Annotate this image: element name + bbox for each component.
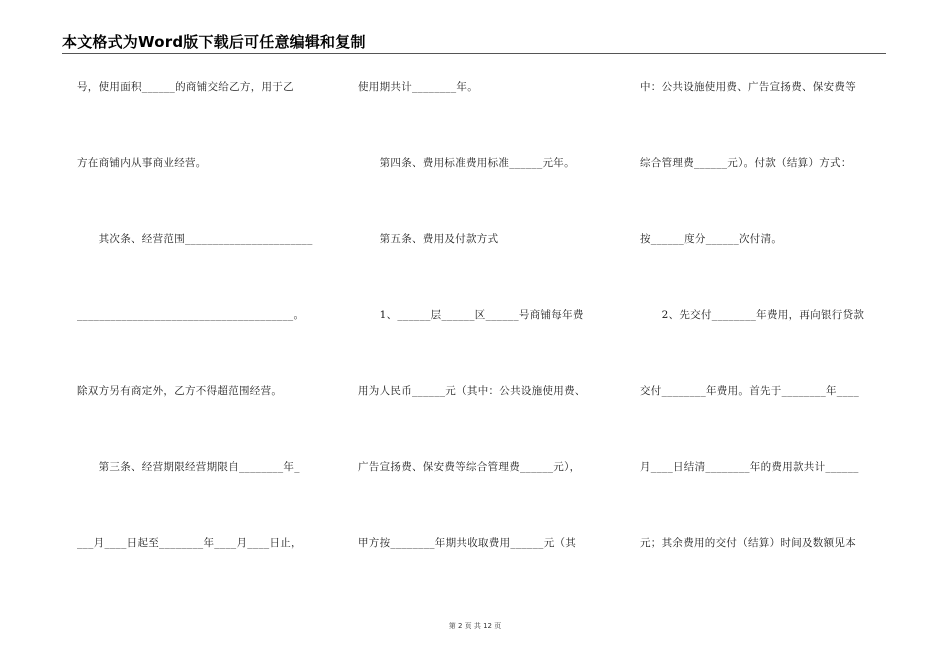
text-column-3 — [640, 78, 888, 610]
text-line: 1、______层______区______号商铺每年费 — [358, 309, 584, 321]
text-line: 其次条、经营范围_______________________ — [77, 233, 313, 245]
text-line: 2、先交付________年费用，再向银行贷款 — [640, 309, 865, 321]
text-line: 中：公共设施使用费、广告宣扬费、保安费等 — [640, 81, 856, 93]
text-line: 号，使用面积______的商铺交给乙方，用于乙 — [77, 81, 294, 93]
text-column-2 — [358, 78, 606, 610]
header-divider — [62, 53, 886, 54]
page-number-footer: 第 2 页 共 12 页 — [448, 622, 502, 630]
text-line: 第三条、经营期限经营期限自________年_ — [77, 461, 300, 473]
page-header-title: 本文格式为Word版下载后可任意编辑和复制 — [62, 33, 366, 51]
text-line: 使用期共计________年。 — [358, 81, 478, 93]
text-line: 第五条、费用及付款方式 — [358, 233, 499, 245]
text-line: 方在商铺内从事商业经营。 — [77, 157, 207, 169]
text-column-1 — [77, 78, 325, 610]
text-line: 第四条、费用标准费用标准______元年。 — [358, 157, 575, 169]
text-line: 按______度分______次付清。 — [640, 233, 783, 245]
text-line: 元；其余费用的交付（结算）时间及数额见本 — [640, 537, 856, 549]
text-line: 综合管理费______元）。付款（结算）方式： — [640, 157, 852, 169]
text-line: ___月____日起至________年____月____日止， — [77, 537, 302, 549]
text-line: 交付________年费用。首先于________年____ — [640, 385, 859, 397]
text-line: _______________________________________。 — [77, 309, 305, 321]
text-line: 甲方按________年期共收取费用______元（其 — [358, 537, 577, 549]
text-line: 用为人民币______元（其中：公共设施使用费、 — [358, 385, 586, 397]
text-line: 月____日结清________年的费用款共计______ — [640, 461, 859, 473]
text-line: 广告宣扬费、保安费等综合管理费______元）， — [358, 461, 581, 473]
text-line: 除双方另有商定外，乙方不得超范围经营。 — [77, 385, 283, 397]
